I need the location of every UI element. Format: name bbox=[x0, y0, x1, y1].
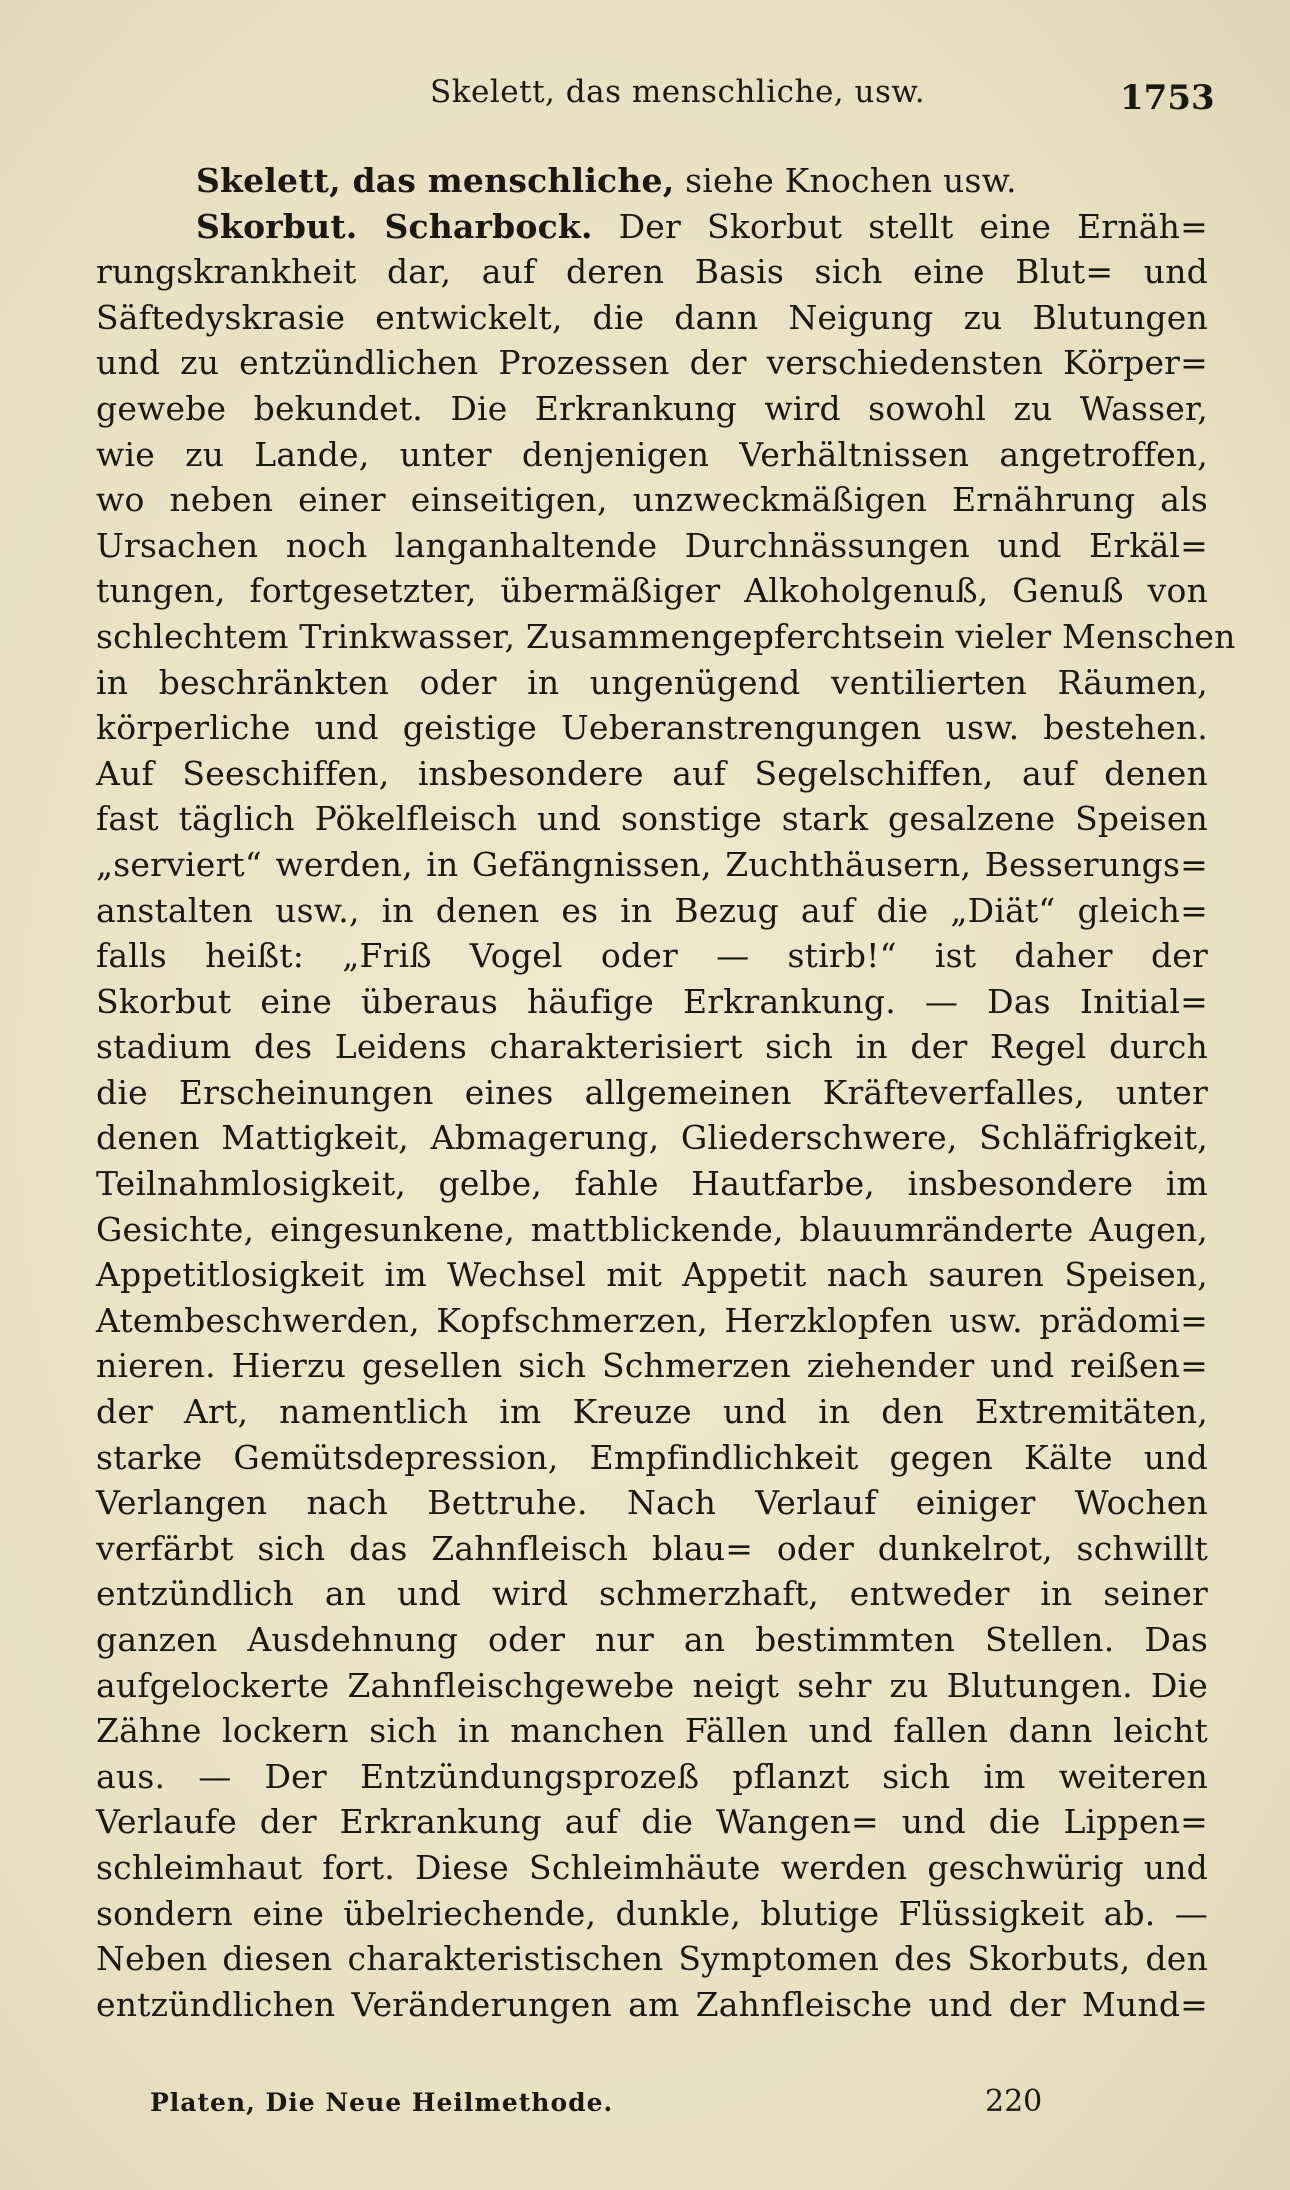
text-line: Atembeschwerden, Kopfschmerzen, Herzklopfen usw. prädomi= bbox=[96, 1300, 1208, 1340]
text-line: starke Gemütsdepression, Empfindlichkeit gegen Kälte und bbox=[96, 1437, 1208, 1477]
entry-skelett-text: siehe Knochen usw. bbox=[685, 161, 1017, 200]
text-line: in beschränkten oder in ungenügend ventilierten Räumen, bbox=[96, 662, 1208, 702]
text-line: Ursachen noch langanhaltende Durchnässungen und Erkäl= bbox=[96, 525, 1208, 565]
text-line: schlechtem Trinkwasser, Zusammengepferchtsein vieler Menschen bbox=[96, 616, 1236, 656]
text-line: sondern eine übelriechende, dunkle, blutige Flüssigkeit ab. — bbox=[96, 1893, 1208, 1933]
text-line: aufgelockerte Zahnfleischgewebe neigt sehr zu Blutungen. Die bbox=[96, 1665, 1208, 1705]
running-head: Skelett, das menschliche, usw. bbox=[430, 74, 926, 110]
text-line: stadium des Leidens charakterisiert sich in der Regel durch bbox=[96, 1027, 1208, 1067]
entry-skorbut-first-line bbox=[96, 204, 1208, 250]
text-line: schleimhaut fort. Diese Schleimhäute werden geschwürig und bbox=[96, 1847, 1208, 1887]
text-line: Appetitlosigkeit im Wechsel mit Appetit nach sauren Speisen, bbox=[96, 1255, 1208, 1295]
text-line: wie zu Lande, unter denjenigen Verhältnissen angetroffen, bbox=[96, 434, 1208, 474]
text-line: Verlangen nach Bettruhe. Nach Verlauf einiger Wochen bbox=[96, 1483, 1208, 1523]
text-line: ganzen Ausdehnung oder nur an bestimmten Stellen. Das bbox=[96, 1620, 1208, 1659]
text-line: gewebe bekundet. Die Erkrankung wird sowohl zu Wasser, bbox=[96, 388, 1208, 428]
text-line: entzündlichen Veränderungen am Zahnfleische und der Mund= bbox=[96, 1984, 1208, 2024]
entry-skorbut-first-line-text: Der Skorbut stellt eine Ernäh= bbox=[618, 206, 1208, 246]
text-line: die Erscheinungen eines allgemeinen Kräfteverfalles, unter bbox=[96, 1072, 1208, 1112]
text-line: rungskrankheit dar, auf deren Basis sich eine Blut= und bbox=[96, 252, 1208, 292]
text-line: fast täglich Pökelfleisch und sonstige stark gesalzene Speisen bbox=[96, 799, 1208, 839]
headword-skorbut: Skorbut. Scharbock. bbox=[196, 206, 593, 246]
text-line: Verlaufe der Erkrankung auf die Wangen= und die Lippen= bbox=[96, 1802, 1208, 1842]
text-line: tungen, fortgesetzter, übermäßiger Alkoholgenuß, Genuß von bbox=[96, 571, 1208, 611]
text-line: Teilnahmlosigkeit, gelbe, fahle Hautfarbe, insbesondere im bbox=[96, 1164, 1208, 1204]
text-line: Zähne lockern sich in manchen Fällen und fallen dann leicht bbox=[96, 1711, 1208, 1751]
text-line: Säftedyskrasie entwickelt, die dann Neigung zu Blutungen bbox=[96, 297, 1208, 337]
text-line: falls heißt: „Friß Vogel oder — stirb!“ ist daher der bbox=[96, 936, 1208, 976]
text-line: entzündlich an und wird schmerzhaft, entweder in seiner bbox=[96, 1574, 1208, 1614]
text-line: „serviert“ werden, in Gefängnissen, Zuchthäusern, Besserungs= bbox=[96, 844, 1208, 884]
text-line: Auf Seeschiffen, insbesondere auf Segelschiffen, auf denen bbox=[96, 753, 1208, 793]
body-text bbox=[96, 158, 1236, 2027]
text-line: nieren. Hierzu gesellen sich Schmerzen ziehender und reißen= bbox=[96, 1346, 1208, 1386]
footer-book-title: Platen, Die Neue Heilmethode. bbox=[150, 2088, 614, 2117]
page-number: 1753 bbox=[1120, 78, 1215, 118]
headword-skelett: Skelett, das menschliche, bbox=[196, 161, 675, 200]
text-line: und zu entzündlichen Prozessen der verschiedensten Körper= bbox=[96, 343, 1208, 383]
footer-signature: 220 bbox=[985, 2084, 1043, 2119]
text-line: körperliche und geistige Ueberanstrengungen usw. bestehen. bbox=[96, 708, 1208, 748]
text-line: Skorbut eine überaus häufige Erkrankung. — Das Initial= bbox=[96, 981, 1208, 1021]
text-line: der Art, namentlich im Kreuze und in den Extremitäten, bbox=[96, 1392, 1208, 1432]
text-line: wo neben einer einseitigen, unzweckmäßigen Ernährung als bbox=[96, 480, 1208, 520]
entry-skorbut-text bbox=[96, 249, 1236, 2027]
text-line: aus. — Der Entzündungsprozeß pflanzt sich im weiteren bbox=[96, 1756, 1208, 1796]
text-line: verfärbt sich das Zahnfleisch blau= oder dunkelrot, schwillt bbox=[96, 1528, 1208, 1568]
text-line: Gesichte, eingesunkene, mattblickende, blauumränderte Augen, bbox=[96, 1209, 1208, 1249]
entry-skelett bbox=[96, 158, 1208, 204]
text-line: anstalten usw., in denen es in Bezug auf die „Diät“ gleich= bbox=[96, 890, 1208, 930]
text-line: denen Mattigkeit, Abmagerung, Gliederschwere, Schläfrigkeit, bbox=[96, 1118, 1208, 1158]
text-line: Neben diesen charakteristischen Symptomen des Skorbuts, den bbox=[96, 1939, 1208, 1979]
